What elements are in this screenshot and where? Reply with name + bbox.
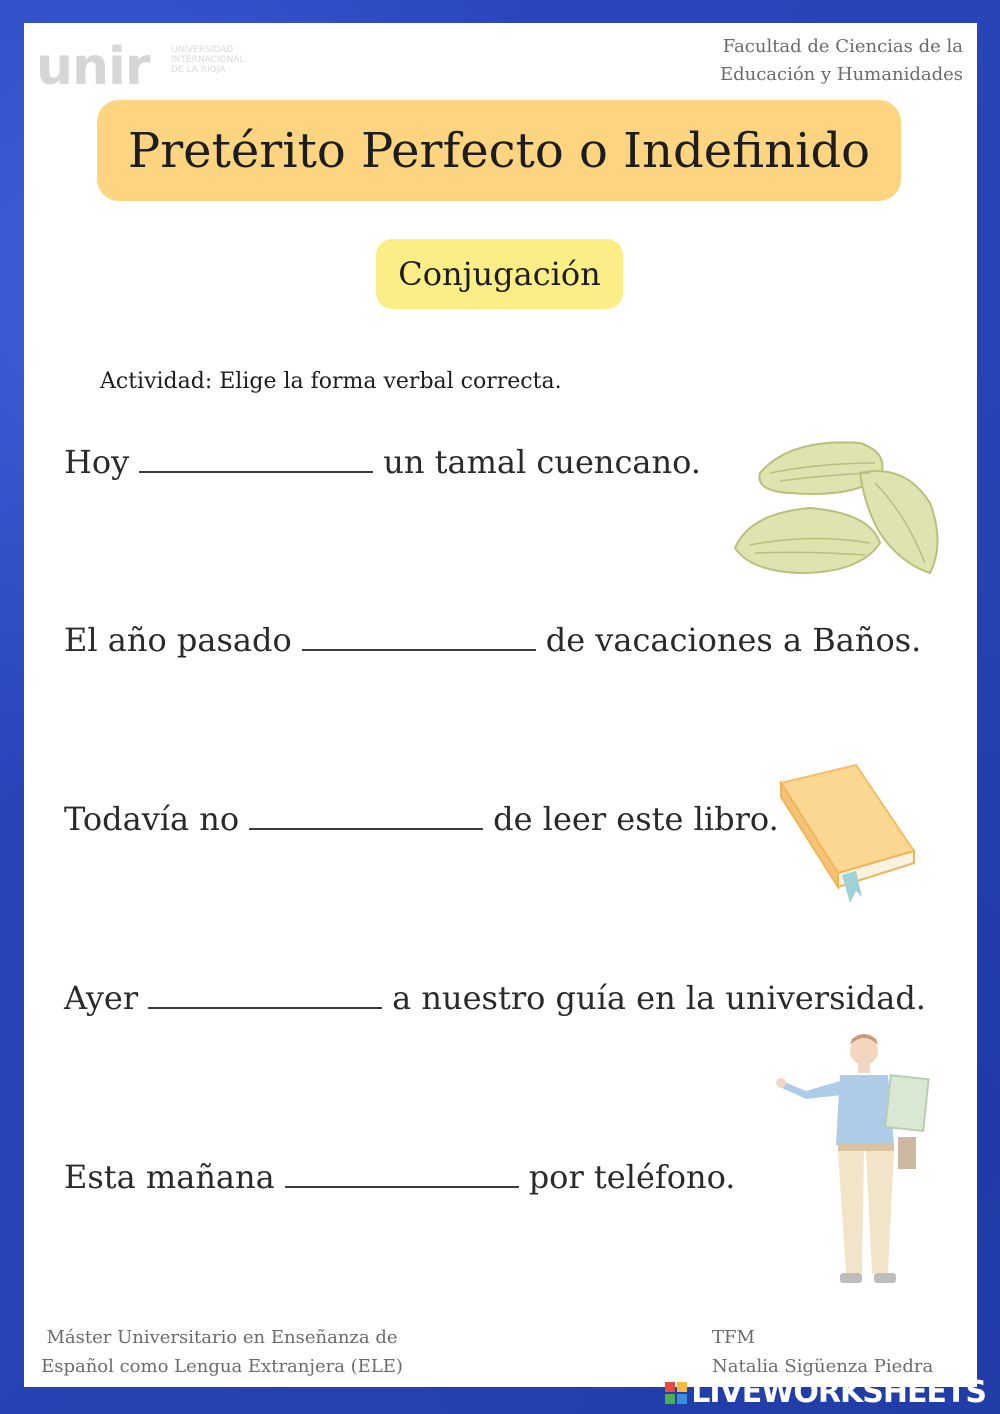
sentence-end: de leer este libro. [493, 800, 779, 838]
unir-logo [36, 37, 276, 97]
sentence-start: Todavía no [64, 800, 240, 838]
sentence-start: Esta mañana [64, 1158, 275, 1196]
title-banner [97, 100, 901, 201]
sentence-2 [64, 619, 921, 659]
logo-sub-line: INTERNACIONAL [171, 55, 245, 65]
sentence-5 [64, 1156, 735, 1196]
footer-program [32, 1323, 412, 1381]
sentence-end: de vacaciones a Baños. [545, 621, 922, 659]
answer-blank[interactable] [249, 798, 483, 830]
footer-line: TFM [712, 1327, 755, 1348]
logo-word: unir [36, 37, 150, 97]
sentence-end: un tamal cuencano. [383, 443, 701, 481]
tamales-picture [730, 433, 950, 583]
subtitle-banner [376, 239, 623, 309]
logo-subtitle [171, 45, 271, 75]
activity-instruction: Actividad: Elige la forma verbal correcta. [100, 369, 562, 394]
faculty-line: Facultad de Ciencias de la [722, 36, 963, 57]
sentence-4 [64, 977, 926, 1017]
sentence-start: El año pasado [64, 621, 292, 659]
book-picture [776, 763, 916, 908]
answer-blank[interactable] [285, 1156, 519, 1188]
sentence-end: a nuestro guía en la universidad. [392, 979, 926, 1017]
answer-blank[interactable] [148, 977, 382, 1009]
tour-guide-picture [776, 1033, 936, 1288]
footer-line: Máster Universitario en Enseñanza de [46, 1327, 398, 1348]
watermark-text: LIVEWORKSHEETS [691, 1375, 986, 1410]
logo-sub-line: DE LA RIOJA [171, 65, 226, 75]
sentence-start: Ayer [64, 979, 139, 1017]
liveworksheets-logo-icon [665, 1382, 687, 1404]
liveworksheets-watermark [665, 1375, 986, 1410]
faculty-line: Educación y Humanidades [719, 64, 963, 85]
logo-sub-line: UNIVERSIDAD [171, 45, 234, 55]
footer-line: Natalia Sigüenza Piedra [712, 1356, 934, 1377]
faculty-label [703, 33, 963, 89]
page-subtitle: Conjugación [398, 255, 601, 293]
answer-blank[interactable] [302, 619, 536, 651]
page-title: Pretérito Perfecto o Indefinido [127, 122, 871, 179]
sentence-3 [64, 798, 779, 838]
footer-line: Español como Lengua Extranjera (ELE) [41, 1356, 403, 1377]
sentence-end: por teléfono. [528, 1158, 736, 1196]
sentence-start: Hoy [64, 443, 130, 481]
worksheet-page [24, 23, 977, 1387]
footer-author [712, 1323, 933, 1381]
sentence-1 [64, 441, 701, 481]
answer-blank[interactable] [139, 441, 373, 473]
